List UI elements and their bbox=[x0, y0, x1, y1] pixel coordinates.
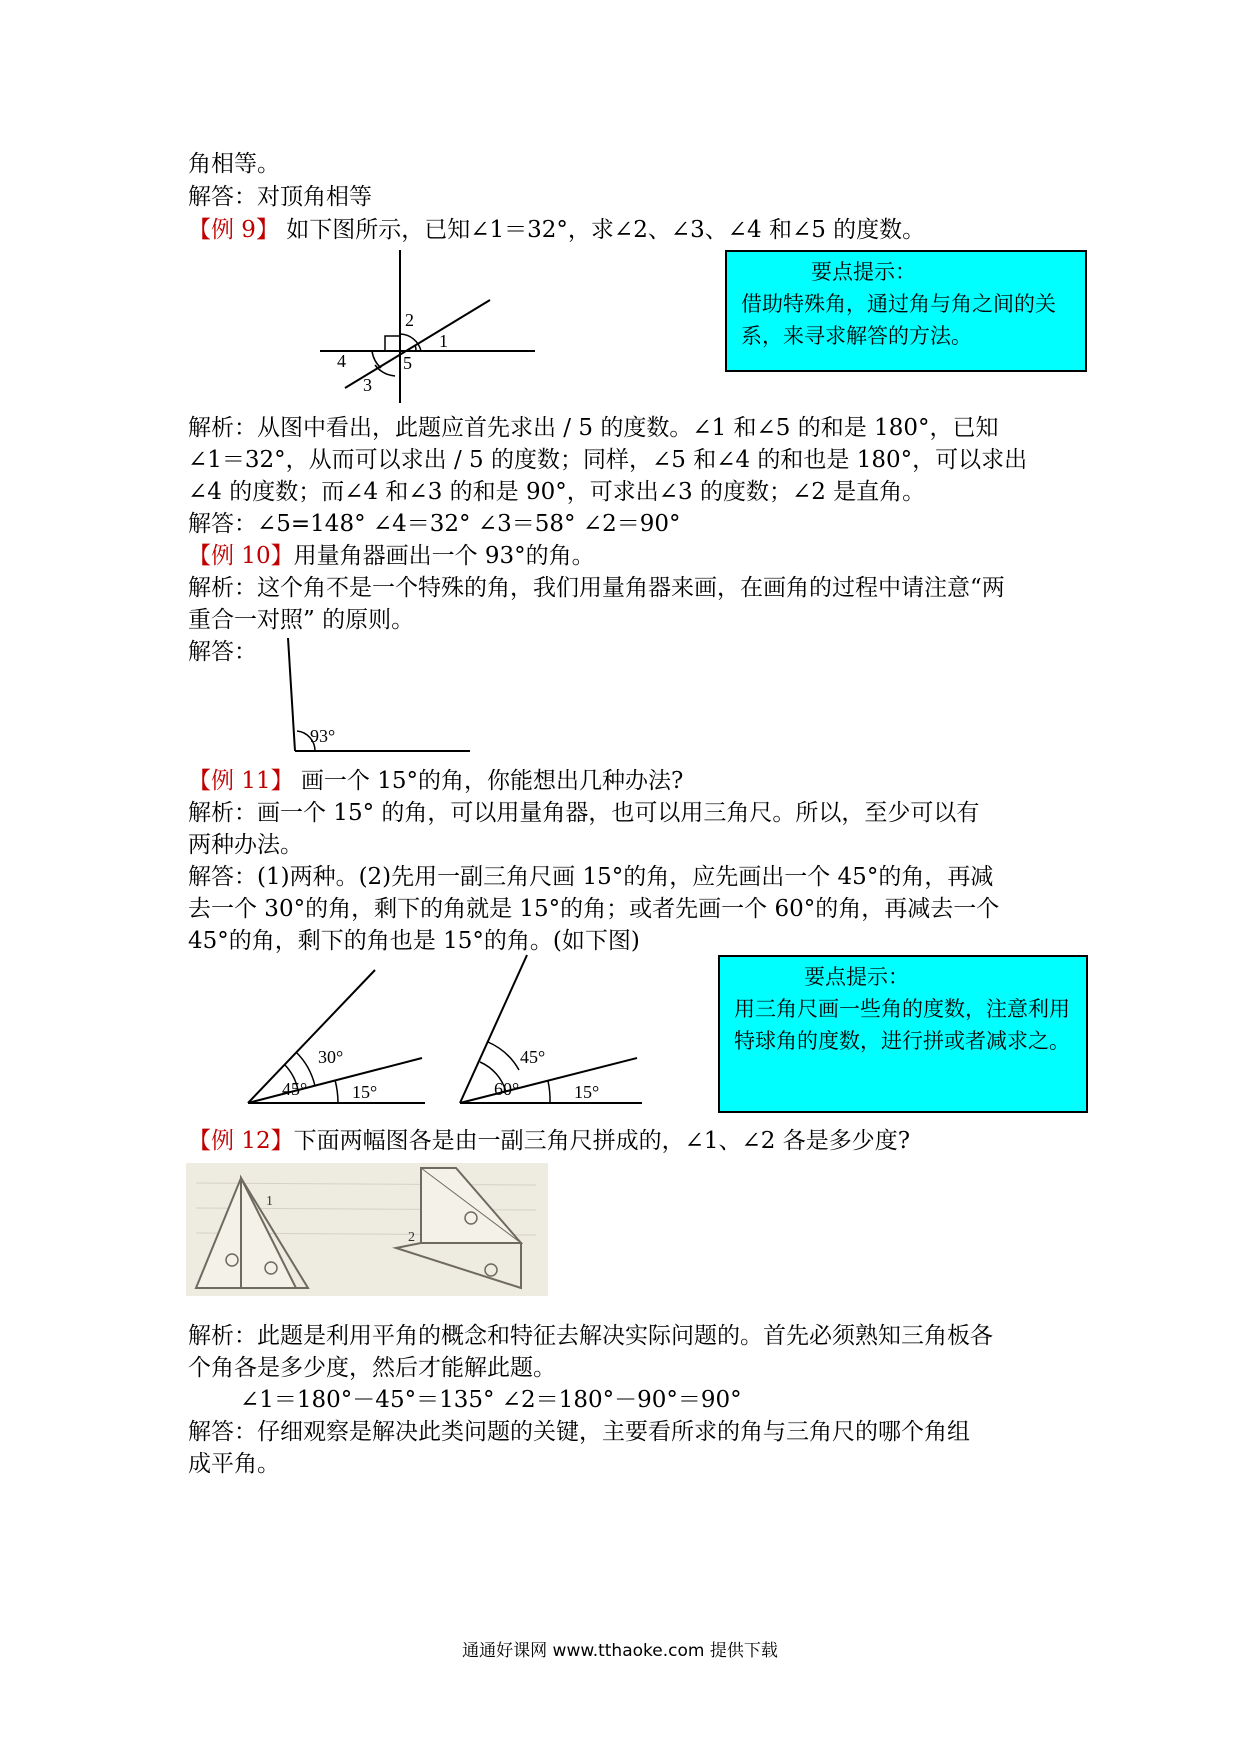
angle-label: 1 bbox=[266, 1194, 273, 1209]
example-text: 如下图所示，已知∠1＝32°，求∠2、∠3、∠4 和∠5 的度数。 bbox=[278, 217, 926, 243]
text-line: 角相等。 bbox=[188, 151, 280, 177]
tip-box-1 bbox=[725, 250, 1087, 372]
figure-example-9 bbox=[315, 248, 545, 412]
text-line: 两种办法。 bbox=[188, 832, 303, 858]
example-text: 下面两幅图各是由一副三角尺拼成的，∠1、∠2 各是多少度? bbox=[293, 1128, 911, 1154]
figure-example-11b bbox=[452, 950, 652, 1114]
figure-example-11a bbox=[240, 960, 440, 1114]
tip-box-2 bbox=[718, 955, 1088, 1113]
text-line: ∠1＝32°，从而可以求出 / 5 的度数；同样，∠5 和∠4 的和也是 180°，可以求出 bbox=[188, 447, 1028, 473]
angle-label: 2 bbox=[408, 1230, 415, 1245]
example-tag: 【例 11】 bbox=[188, 768, 294, 794]
example-12-heading bbox=[188, 1125, 910, 1157]
text-line: 解析：这个角不是一个特殊的角，我们用量角器来画，在画角的过程中请注意“两 bbox=[188, 575, 1005, 601]
tip-title: 要点提示： bbox=[804, 965, 909, 989]
text-line: 解答：(1)两种。(2)先用一副三角尺画 15°的角，应先画出一个 45°的角，再减 bbox=[188, 864, 994, 890]
text-line: 解答：仔细观察是解决此类问题的关键，主要看所求的角与三角尺的哪个角组 bbox=[188, 1419, 970, 1445]
angle-label: 15° bbox=[574, 1082, 600, 1102]
angle-label: 1 bbox=[439, 331, 448, 351]
example-text: 画一个 15°的角，你能想出几种办法? bbox=[293, 768, 684, 794]
angle-label: 45° bbox=[282, 1079, 308, 1099]
text-line: 解答：∠5=148° ∠4＝32° ∠3＝58° ∠2＝90° bbox=[188, 511, 681, 537]
text-line: ∠4 的度数；而∠4 和∠3 的和是 90°，可求出∠3 的度数；∠2 是直角。 bbox=[188, 479, 926, 505]
text-line: 重合一对照” 的原则。 bbox=[188, 607, 415, 633]
tip-title: 要点提示： bbox=[811, 260, 916, 284]
angle-label: 5 bbox=[403, 353, 412, 373]
angle-label: 45° bbox=[520, 1047, 546, 1067]
angle-label: 93° bbox=[310, 726, 336, 746]
text-line: 个角各是多少度，然后才能解此题。 bbox=[188, 1355, 556, 1381]
angle-label: 60° bbox=[494, 1079, 520, 1099]
example-tag: 【例 10】 bbox=[188, 543, 294, 569]
text-line: 解答：对顶角相等 bbox=[188, 184, 372, 210]
tip-body: 借助特殊角，通过角与角之间的关系，来寻求解答的方法。 bbox=[741, 292, 1056, 348]
angle-label: 3 bbox=[363, 375, 372, 395]
example-text: 用量角器画出一个 93°的角。 bbox=[293, 543, 595, 569]
text-line: 解析：此题是利用平角的概念和特征去解决实际问题的。首先必须熟知三角板各 bbox=[188, 1323, 993, 1349]
example-10-heading bbox=[188, 540, 595, 572]
example-9-heading bbox=[188, 214, 925, 246]
tip-body: 用三角尺画一些角的度数，注意利用特球角的度数，进行拼或者减求之。 bbox=[734, 997, 1070, 1053]
example-tag: 【例 12】 bbox=[188, 1128, 294, 1154]
text-line: 解析：从图中看出，此题应首先求出 / 5 的度数。∠1 和∠5 的和是 180°，已知 bbox=[188, 415, 999, 441]
example-11-heading bbox=[188, 765, 683, 797]
figure-example-10 bbox=[280, 636, 480, 760]
text-line: 解析：画一个 15° 的角，可以用量角器，也可以用三角尺。所以，至少可以有 bbox=[188, 800, 980, 826]
figure-example-12 bbox=[186, 1163, 548, 1300]
angle-label: 2 bbox=[405, 310, 414, 330]
text-line: 去一个 30°的角，剩下的角就是 15°的角；或者先画一个 60°的角，再减去一个 bbox=[188, 896, 1000, 922]
example-tag: 【例 9】 bbox=[188, 217, 279, 243]
page-footer: 通通好课网 www.tthaoke.com 提供下载 bbox=[462, 1641, 778, 1661]
text-line: 45°的角，剩下的角也是 15°的角。(如下图) bbox=[188, 928, 640, 954]
formula-line: ∠1＝180°－45°＝135° ∠2＝180°－90°＝90° bbox=[240, 1387, 742, 1413]
text-line: 成平角。 bbox=[188, 1451, 280, 1477]
text-line: 解答： bbox=[188, 639, 257, 665]
angle-label: 4 bbox=[337, 351, 346, 371]
angle-label: 15° bbox=[352, 1082, 378, 1102]
angle-label: 30° bbox=[318, 1047, 344, 1067]
